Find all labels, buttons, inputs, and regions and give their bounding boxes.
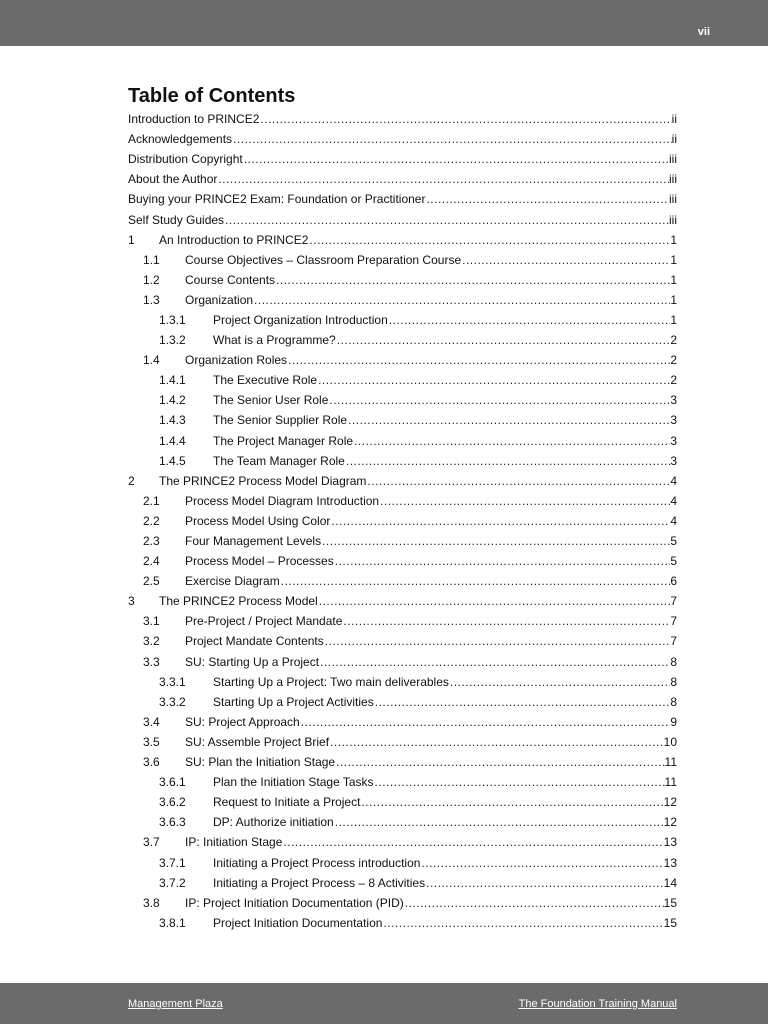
toc-entry-page: 3 — [670, 413, 677, 428]
toc-entry-page: 7 — [670, 634, 677, 649]
toc-entry-page: 2 — [670, 373, 677, 388]
toc-entry-title: About the Author — [128, 172, 218, 187]
toc-entry-title: SU: Assemble Project Brief — [185, 734, 330, 749]
toc-entry-page: 14 — [663, 875, 677, 890]
toc-entry[interactable] — [128, 692, 677, 712]
toc-entry-page: 3 — [670, 453, 677, 468]
toc-entry-page: 15 — [663, 915, 677, 930]
toc-entry[interactable] — [128, 792, 677, 812]
toc-entry-title: The Senior User Role — [213, 393, 329, 408]
footer-link-publisher[interactable]: Management Plaza — [128, 998, 223, 1010]
toc-entry[interactable] — [128, 431, 677, 451]
toc-entry-page: 12 — [663, 795, 677, 810]
toc-entry-page: 2 — [670, 353, 677, 368]
dot-leader — [259, 112, 671, 126]
dot-leader — [324, 634, 671, 648]
toc-entry-number: 3.6 — [143, 755, 160, 770]
toc-entry-title: The PRINCE2 Process Model Diagram — [159, 473, 367, 488]
toc-entry-number: 2.1 — [143, 493, 160, 508]
toc-entry[interactable] — [128, 270, 677, 290]
toc-entry-title: An Introduction to PRINCE2 — [159, 232, 309, 247]
toc-entry[interactable] — [128, 169, 677, 189]
toc-entry-title: Starting Up a Project: Two main deliverables — [213, 674, 449, 689]
toc-entry-number: 3 — [128, 594, 135, 609]
toc-entry[interactable] — [128, 873, 677, 893]
toc-entry-number: 3.3.2 — [159, 694, 186, 709]
toc-entry-page: 7 — [670, 614, 677, 629]
toc-entry-title: Initiating a Project Process – 8 Activities — [213, 875, 426, 890]
toc-entry-page: 11 — [664, 755, 677, 770]
toc-entry-title: Introduction to PRINCE2 — [128, 112, 260, 127]
toc-entry-title: Project Initiation Documentation — [213, 915, 383, 930]
toc-entry-title: What is a Programme? — [213, 333, 336, 348]
dot-leader — [336, 333, 671, 347]
dot-leader — [449, 675, 670, 689]
toc-entry[interactable] — [128, 230, 677, 250]
toc-entry-page: 4 — [670, 513, 677, 528]
dot-leader — [300, 715, 671, 729]
toc-entry-number: 3.5 — [143, 734, 160, 749]
toc-entry[interactable] — [128, 310, 677, 330]
toc-entry[interactable] — [128, 591, 677, 611]
toc-entry-number: 1.4.1 — [159, 373, 186, 388]
toc-entry-title: Self Study Guides — [128, 212, 225, 227]
toc-entry-number: 1.2 — [143, 272, 160, 287]
toc-entry-number: 1.4.5 — [159, 453, 186, 468]
toc-entry-page: 10 — [663, 734, 677, 749]
toc-entry[interactable] — [128, 551, 677, 571]
toc-entry-number: 2.3 — [143, 534, 160, 549]
dot-leader — [366, 474, 670, 488]
toc-entry[interactable] — [128, 631, 677, 651]
toc-entry-page: 1 — [670, 232, 677, 247]
page-footer — [0, 983, 768, 1024]
toc-entry[interactable] — [128, 410, 677, 430]
dot-leader — [319, 655, 670, 669]
toc-entry-number: 1.1 — [143, 252, 160, 267]
toc-entry-title: Process Model Using Color — [185, 513, 331, 528]
toc-entry-number: 3.7.2 — [159, 875, 186, 890]
dot-leader — [232, 132, 672, 146]
toc-entry-page: ii — [671, 112, 677, 127]
toc-entry-page: 3 — [670, 433, 677, 448]
toc-entry[interactable] — [128, 330, 677, 350]
toc-entry-page: 1 — [670, 312, 677, 327]
dot-leader — [317, 373, 670, 387]
toc-entry[interactable] — [128, 370, 677, 390]
toc-entry-number: 3.6.3 — [159, 815, 186, 830]
toc-entry[interactable] — [128, 712, 677, 732]
toc-entry-number: 1.3 — [143, 292, 160, 307]
dot-leader — [335, 755, 664, 769]
toc-entry[interactable] — [128, 652, 677, 672]
toc-entry-title: Buying your PRINCE2 Exam: Foundation or Practitioner — [128, 192, 426, 207]
toc-entry-page: 8 — [670, 654, 677, 669]
toc-entry-page: 13 — [663, 855, 677, 870]
toc-entry-title: The PRINCE2 Process Model — [159, 594, 318, 609]
dot-leader — [379, 494, 670, 508]
dot-leader — [217, 172, 669, 186]
toc-entry[interactable] — [128, 451, 677, 471]
toc-entry-number: 1.3.1 — [159, 312, 186, 327]
toc-entry-page: 15 — [663, 895, 677, 910]
toc-entry-page: 5 — [670, 554, 677, 569]
toc-entry-title: The Executive Role — [213, 373, 318, 388]
toc-entry-page: 11 — [664, 775, 677, 790]
toc-entry-page: 1 — [670, 252, 677, 267]
toc-entry-title: Organization Roles — [185, 353, 288, 368]
toc-entry-title: Request to Initiate a Project — [213, 795, 361, 810]
toc-entry-number: 2.5 — [143, 574, 160, 589]
toc-entry-title: Acknowledgements — [128, 132, 233, 147]
toc-entry-number: 1.4.4 — [159, 433, 186, 448]
toc-entry-title: Starting Up a Project Activities — [213, 694, 374, 709]
toc-entry-title: Course Contents — [185, 272, 276, 287]
toc-entry-title: Organization — [185, 292, 254, 307]
toc-entry-number: 1.4.3 — [159, 413, 186, 428]
toc-entry[interactable] — [128, 290, 677, 310]
page-header — [0, 0, 768, 46]
toc-entry[interactable] — [128, 511, 677, 531]
dot-leader — [334, 554, 671, 568]
toc-entry[interactable] — [128, 571, 677, 591]
dot-leader — [282, 835, 663, 849]
toc-entry-page: iii — [669, 192, 677, 207]
toc-entry-title: Project Mandate Contents — [185, 634, 324, 649]
toc-entry-page: 1 — [670, 292, 677, 307]
toc-entry-title: SU: Project Approach — [185, 714, 300, 729]
toc-entry-number: 2.2 — [143, 513, 160, 528]
toc-entry-title: Process Model Diagram Introduction — [185, 493, 380, 508]
dot-leader — [321, 534, 670, 548]
dot-leader — [404, 896, 664, 910]
toc-entry-title: Exercise Diagram — [185, 574, 280, 589]
dot-leader — [345, 454, 670, 468]
toc-entry[interactable] — [128, 209, 677, 229]
toc-entry-number: 3.4 — [143, 714, 160, 729]
dot-leader — [334, 815, 664, 829]
toc-entry-number: 3.2 — [143, 634, 160, 649]
toc-entry-number: 3.7 — [143, 835, 160, 850]
toc-entry-page: iii — [669, 212, 677, 227]
toc-entry-number: 3.6.2 — [159, 795, 186, 810]
toc-entry-page: 1 — [670, 272, 677, 287]
toc-entry-page: 12 — [663, 815, 677, 830]
dot-leader — [388, 313, 671, 327]
toc-entry[interactable] — [128, 732, 677, 752]
toc-entry-title: Distribution Copyright — [128, 152, 243, 167]
toc-entry-title: Plan the Initiation Stage Tasks — [213, 775, 374, 790]
toc-entry-page: 13 — [663, 835, 677, 850]
toc-entry-page: ii — [671, 132, 677, 147]
toc-entry-title: The Team Manager Role — [213, 453, 345, 468]
dot-leader — [275, 273, 670, 287]
dot-leader — [425, 876, 664, 890]
toc-entry-title: IP: Project Initiation Documentation (PID) — [185, 895, 404, 910]
dot-leader — [360, 795, 663, 809]
toc-entry-number: 2.4 — [143, 554, 160, 569]
toc-entry-number: 3.3 — [143, 654, 160, 669]
dot-leader — [253, 293, 670, 307]
dot-leader — [329, 735, 664, 749]
dot-leader — [243, 152, 669, 166]
dot-leader — [420, 856, 663, 870]
toc-entry-number: 1.3.2 — [159, 333, 186, 348]
dot-leader — [280, 574, 671, 588]
toc-entry[interactable] — [128, 611, 677, 631]
toc-entry-page: iii — [669, 172, 677, 187]
toc-entry-page: iii — [669, 152, 677, 167]
toc-entry[interactable] — [128, 189, 677, 209]
dot-leader — [308, 233, 670, 247]
toc-entry-page: 8 — [670, 674, 677, 689]
dot-leader — [224, 213, 669, 227]
toc-entry[interactable] — [128, 471, 677, 491]
toc-entry-title: Project Organization Introduction — [213, 312, 388, 327]
toc-entry-title: SU: Starting Up a Project — [185, 654, 320, 669]
toc-entry-page: 6 — [670, 574, 677, 589]
toc-entry[interactable] — [128, 109, 677, 129]
toc-entry[interactable] — [128, 149, 677, 169]
toc-entry[interactable] — [128, 893, 677, 913]
toc-list — [128, 109, 677, 933]
toc-entry-page: 8 — [670, 694, 677, 709]
toc-entry[interactable] — [128, 531, 677, 551]
toc-entry[interactable] — [128, 129, 677, 149]
toc-entry-title: Four Management Levels — [185, 534, 322, 549]
toc-entry-number: 1.4.2 — [159, 393, 186, 408]
toc-entry-title: Initiating a Project Process introduction — [213, 855, 421, 870]
toc-entry-title: SU: Plan the Initiation Stage — [185, 755, 336, 770]
dot-leader — [347, 413, 670, 427]
dot-leader — [330, 514, 670, 528]
toc-entry-title: IP: Initiation Stage — [185, 835, 283, 850]
toc-entry-title: Pre-Project / Project Mandate — [185, 614, 343, 629]
toc-entry-page: 2 — [670, 333, 677, 348]
toc-entry-page: 5 — [670, 534, 677, 549]
dot-leader — [374, 695, 671, 709]
dot-leader — [374, 775, 665, 789]
dot-leader — [382, 916, 663, 930]
dot-leader — [328, 393, 670, 407]
toc-entry-number: 2 — [128, 473, 135, 488]
toc-entry-number: 1.4 — [143, 353, 160, 368]
toc-entry[interactable] — [128, 772, 677, 792]
toc-entry-page: 9 — [670, 714, 677, 729]
toc-entry[interactable] — [128, 832, 677, 852]
footer-link-book-title[interactable]: The Foundation Training Manual — [518, 998, 677, 1010]
dot-leader — [287, 353, 670, 367]
toc-entry-page: 7 — [670, 594, 677, 609]
dot-leader — [318, 594, 671, 608]
toc-entry-title: Process Model – Processes — [185, 554, 334, 569]
toc-entry-number: 3.7.1 — [159, 855, 186, 870]
toc-entry[interactable] — [128, 672, 677, 692]
dot-leader — [342, 614, 670, 628]
toc-entry-number: 3.1 — [143, 614, 160, 629]
toc-entry[interactable] — [128, 350, 677, 370]
dot-leader — [461, 253, 670, 267]
toc-entry-number: 3.3.1 — [159, 674, 186, 689]
toc-entry-title: The Senior Supplier Role — [213, 413, 348, 428]
toc-entry-number: 3.8.1 — [159, 915, 186, 930]
toc-entry[interactable] — [128, 491, 677, 511]
toc-entry-number: 3.6.1 — [159, 775, 186, 790]
toc-entry-page: 4 — [670, 493, 677, 508]
toc-entry[interactable] — [128, 752, 677, 772]
toc-entry-page: 3 — [670, 393, 677, 408]
toc-entry[interactable] — [128, 913, 677, 933]
toc-entry[interactable] — [128, 852, 677, 872]
dot-leader — [353, 434, 670, 448]
dot-leader — [425, 192, 669, 206]
toc-entry[interactable] — [128, 250, 677, 270]
toc-entry-number: 3.8 — [143, 895, 160, 910]
toc-entry[interactable] — [128, 390, 677, 410]
page-number: vii — [697, 26, 710, 38]
page-title: Table of Contents — [128, 85, 296, 107]
toc-entry-title: DP: Authorize initiation — [213, 815, 334, 830]
toc-entry-title: The Project Manager Role — [213, 433, 354, 448]
toc-entry[interactable] — [128, 812, 677, 832]
toc-entry-title: Course Objectives – Classroom Preparation Course — [185, 252, 462, 267]
toc-entry-number: 1 — [128, 232, 135, 247]
toc-entry-page: 4 — [670, 473, 677, 488]
